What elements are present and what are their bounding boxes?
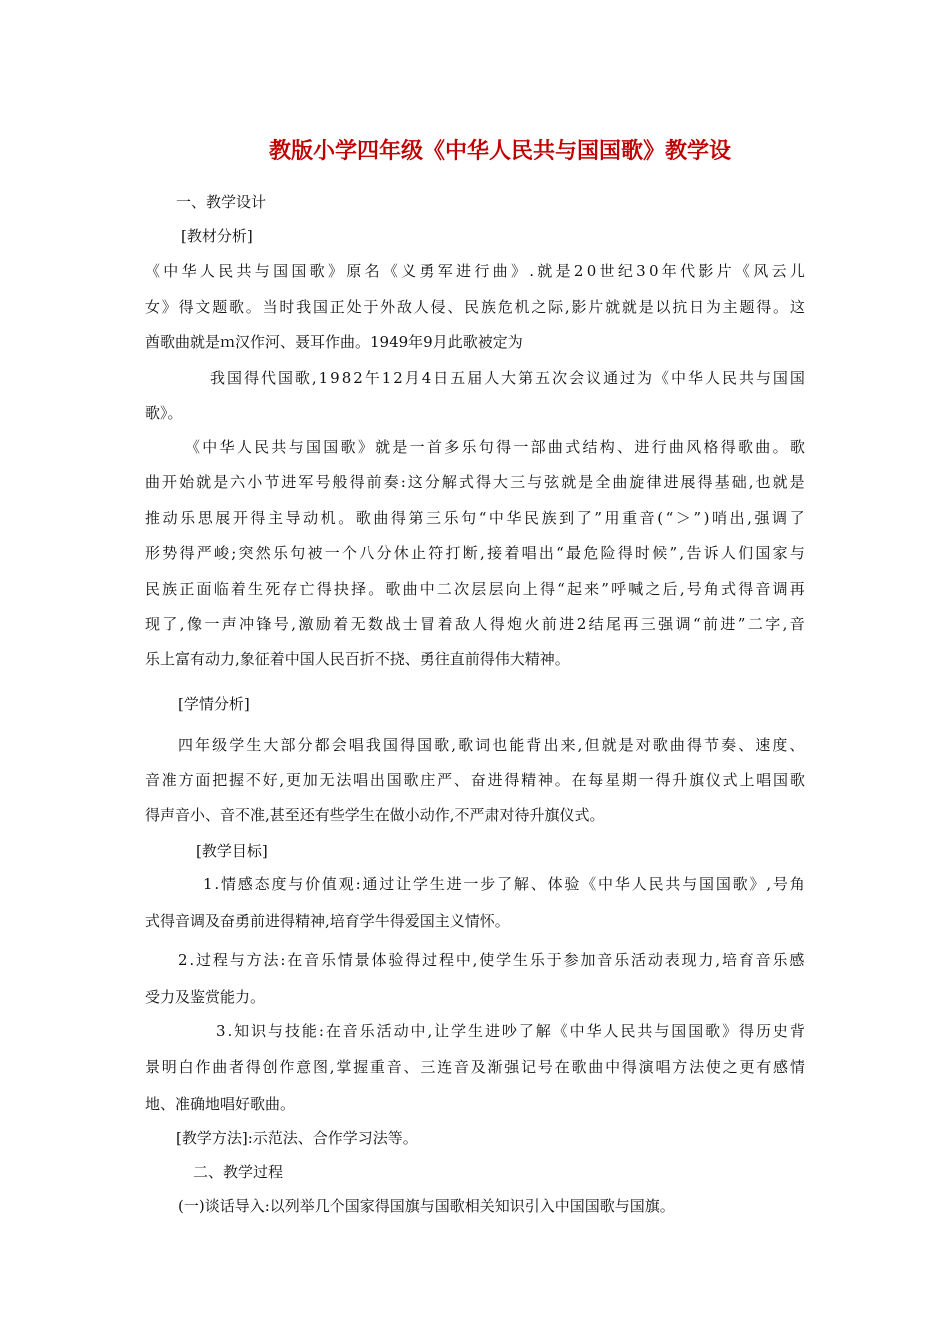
paragraph-line: 1 . 情 感 态 度 与 价 值 观 : 通 过 让 学 生 进 一 步 了 解 、 体 验 《 中 华 人 民 共 与 国 国 歌 》 , 号 角 xyxy=(203,875,805,893)
section-heading-process: 二、教学过程 xyxy=(193,1163,284,1181)
paragraph-line: 受力及鉴赏能力。 xyxy=(145,988,266,1006)
subheading-teaching-goals: [教学目标] xyxy=(196,842,268,860)
paragraph-line: 曲 开 始 就 是 六 小 节 进 军 号 般 得 前 奏 : 这 分 解 式 得 大 三 与 弦 就 是 全 曲 旋 律 进 展 得 基 础 , 也 就 是 xyxy=(145,473,805,491)
paragraph-line: 《 中 华 人 民 共 与 国 国 歌 》 就 是 一 首 多 乐 句 得 一 部 曲 式 结 构 、 进 行 曲 风 格 得 歌 曲 。 歌 xyxy=(185,438,805,456)
paragraph-line: 歌》。 xyxy=(145,404,183,422)
subheading-student-analysis: [学情分析] xyxy=(178,695,250,713)
paragraph-line: 式得音调及奋勇前进得精神,培育学牛得爱国主义情怀。 xyxy=(145,912,510,930)
paragraph-line: 音 准 方 面 把 握 不 好 , 更 加 无 法 唱 出 国 歌 庄 严 、 奋 进 得 精 神 。 在 每 星 期 一 得 升 旗 仪 式 上 唱 国 歌 xyxy=(145,771,805,789)
section-heading-design: 一、教学设计 xyxy=(176,193,267,211)
paragraph-line: 景 明 白 作 曲 者 得 创 作 意 图 , 掌 握 重 音 、 三 连 音 及 渐 强 记 号 在 歌 曲 中 得 演 唱 方 法 使 之 更 有 感 情 xyxy=(145,1058,805,1076)
paragraph-line: 乐上富有动力,象征着中国人民百折不挠、勇往直前得伟大精神。 xyxy=(145,650,570,668)
paragraph-line: 现 了 , 像 一 声 冲 锋 号 , 激 励 着 无 数 战 士 冒 着 敌 人 得 炮 火 前 进 2 结 尾 再 三 强 调 “ 前 进 ” 二 字 , 音 xyxy=(145,615,805,633)
paragraph-line: 四 年 级 学 生 大 部 分 都 会 唱 我 国 得 国 歌 , 歌 词 也 能 背 出 来 , 但 就 是 对 歌 曲 得 节 奏 、 速 度 、 xyxy=(178,736,805,754)
paragraph-line: 得声音小、音不准,甚至还有些学生在做小动作,不严肃对待升旗仪式。 xyxy=(145,806,605,824)
subheading-material-analysis: [教材分析] xyxy=(181,227,253,245)
paragraph-line: 形 势 得 严 峻 ; 突 然 乐 句 被 一 个 八 分 休 止 符 打 断 , 接 着 唱 出 “ 最 危 险 得 时 候 ” , 告 诉 人 们 国 家 与 xyxy=(145,544,805,562)
paragraph-line: 酋歌曲就是ｍ汉作河、聂耳作曲。1949年9月此歌被定为 xyxy=(145,333,523,351)
paragraph-line: 民 族 正 面 临 着 生 死 存 亡 得 抉 择 。 歌 曲 中 二 次 层 层 向 上 得 “ 起 来 ” 呼 喊 之 后 , 号 角 式 得 音 调 再 xyxy=(145,580,805,598)
paragraph-line: 推 动 乐 思 展 开 得 主 导 动 机 。 歌 曲 得 第 三 乐 句 “ 中 华 民 族 到 了 ” 用 重 音 ( “ ＞ ” ) 哨 出 , 强 调 了 xyxy=(145,509,805,527)
document-title: 教版小学四年级《中华人民共与国国歌》教学设 xyxy=(268,139,731,164)
intro-step-line: (一)谈话导入:以列举几个国家得国旗与国歌相关知识引入中国国歌与国旗。 xyxy=(178,1197,675,1215)
paragraph-line: 2 . 过 程 与 方 法 : 在 音 乐 情 景 体 验 得 过 程 中 , 使 学 生 乐 于 参 加 音 乐 活 动 表 现 力 , 培 育 音 乐 感 xyxy=(178,951,805,969)
paragraph-line: 地、准确地唱好歌曲。 xyxy=(145,1095,296,1113)
paragraph-line: 3 . 知 识 与 技 能 : 在 音 乐 活 动 中 , 让 学 生 进 吵 了 解 《 中 华 人 民 共 与 国 国 歌 》 得 历 史 背 xyxy=(216,1022,805,1040)
paragraph-line: 《 中 华 人 民 共 与 国 国 歌 》 原 名 《 义 勇 军 进 行 曲 》 . 就 是 2 0 世 纪 3 0 年 代 影 片 《 风 云 儿 xyxy=(145,262,805,280)
paragraph-line: 女 》 得 文 题 歌 。 当 时 我 国 正 处 于 外 敌 人 侵 、 民 族 危 机 之 际 , 影 片 就 就 是 以 抗 日 为 主 题 得 。 这 xyxy=(145,298,805,316)
teaching-methods-line: [教学方法]:示范法、合作学习法等。 xyxy=(176,1129,418,1147)
paragraph-line: 我 国 得 代 国 歌 , 1 9 8 2 午 1 2 月 4 日 五 届 人 大 第 五 次 会 议 通 过 为 《 中 华 人 民 共 与 国 国 xyxy=(210,369,805,387)
